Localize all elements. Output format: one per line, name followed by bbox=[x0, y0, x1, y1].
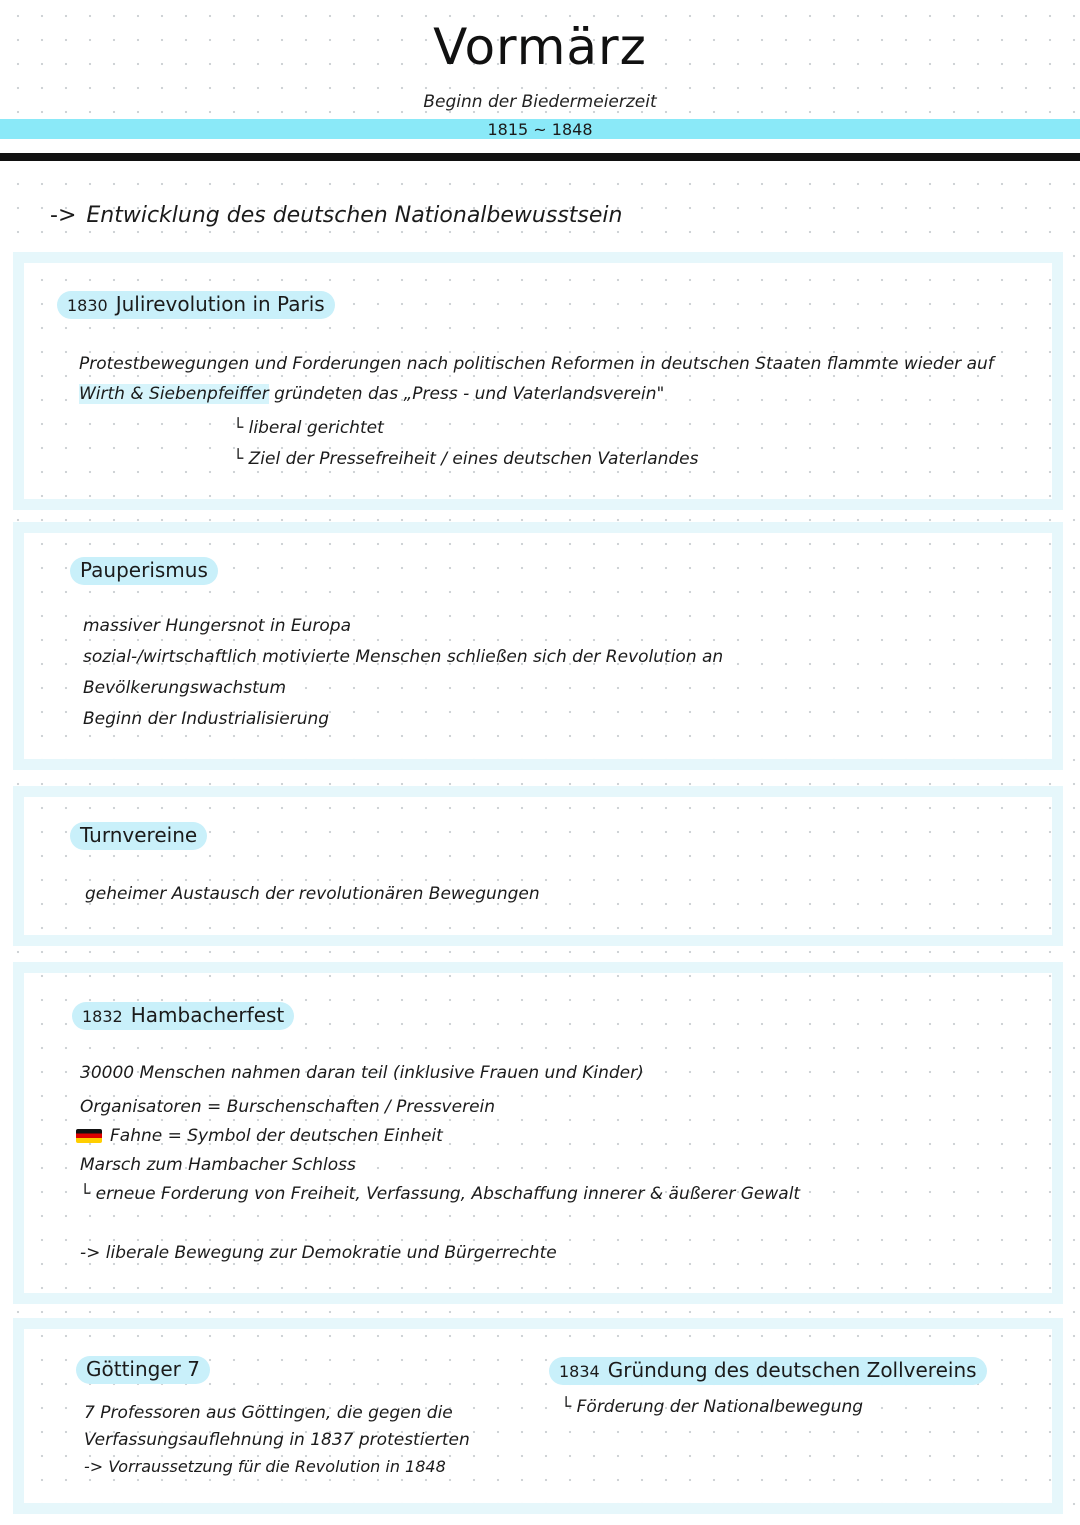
julirevolution-line2 bbox=[79, 384, 664, 404]
turnvereine-text: geheimer Austausch der revolutionären Bewegungen bbox=[85, 884, 540, 904]
pauperismus-item-3: Bevölkerungswachstum bbox=[83, 678, 287, 698]
hambacherfest-title-text: Hambacherfest bbox=[130, 1003, 285, 1027]
pauperismus-item-2: sozial-/wirtschaftlich motivierte Menschen schließen sich der Revolution an bbox=[83, 647, 724, 667]
card-turnvereine bbox=[13, 786, 1063, 946]
header-divider bbox=[0, 153, 1080, 161]
julirevolution-sub2: └ Ziel der Pressefreiheit / eines deutschen Vaterlandes bbox=[233, 449, 699, 469]
hambacherfest-title bbox=[72, 1002, 294, 1030]
arrow-icon: -> bbox=[50, 203, 77, 228]
zollverein-title bbox=[549, 1357, 987, 1385]
julirevolution-year: 1830 bbox=[67, 296, 108, 315]
page-title: Vormärz bbox=[433, 18, 647, 76]
goettinger-title: Göttinger 7 bbox=[76, 1356, 210, 1384]
goettinger-line3: -> Vorraussetzung für die Revolution in 1848 bbox=[84, 1457, 446, 1476]
german-flag-icon bbox=[76, 1129, 102, 1143]
pauperismus-item-1: massiver Hungersnot in Europa bbox=[83, 616, 352, 636]
zollverein-sub: └ Förderung der Nationalbewegung bbox=[561, 1397, 864, 1417]
hambacherfest-line3 bbox=[76, 1126, 443, 1146]
hambacherfest-line3-text: Fahne = Symbol der deutschen Einheit bbox=[110, 1126, 443, 1146]
julirevolution-title bbox=[57, 291, 335, 319]
goettinger-line2: Verfassungsauflehnung in 1837 protestierten bbox=[84, 1430, 470, 1450]
page-subtitle: Beginn der Biedermeierzeit bbox=[423, 92, 657, 112]
julirevolution-names: Wirth & Siebenpfeiffer bbox=[79, 384, 269, 404]
turnvereine-title: Turnvereine bbox=[70, 822, 207, 850]
julirevolution-line1: Protestbewegungen und Forderungen nach politischen Reformen in deutschen Staaten flammte wieder auf bbox=[79, 354, 994, 374]
hambacherfest-line2: Organisatoren = Burschenschaften / Pressverein bbox=[80, 1097, 496, 1117]
hambacherfest-line1: 30000 Menschen nahmen daran teil (inklusive Frauen und Kinder) bbox=[80, 1063, 644, 1083]
hambacherfest-conclusion: -> liberale Bewegung zur Demokratie und Bürgerrechte bbox=[80, 1243, 557, 1263]
julirevolution-sub1: └ liberal gerichtet bbox=[233, 418, 384, 438]
intro-heading bbox=[50, 203, 622, 228]
hambacherfest-year: 1832 bbox=[82, 1007, 123, 1026]
goettinger-line1: 7 Professoren aus Göttingen, die gegen die bbox=[84, 1403, 453, 1423]
pauperismus-title: Pauperismus bbox=[70, 557, 218, 585]
date-range: 1815 ~ 1848 bbox=[487, 120, 593, 139]
zollverein-title-text: Gründung des deutschen Zollvereins bbox=[607, 1358, 977, 1382]
intro-text: Entwicklung des deutschen Nationalbewusstsein bbox=[86, 203, 623, 228]
hambacherfest-line4: Marsch zum Hambacher Schloss bbox=[80, 1155, 356, 1175]
julirevolution-title-text: Julirevolution in Paris bbox=[115, 292, 325, 316]
pauperismus-item-4: Beginn der Industrialisierung bbox=[83, 709, 330, 729]
zollverein-year: 1834 bbox=[559, 1362, 600, 1381]
hambacherfest-line5: └ erneue Forderung von Freiheit, Verfassung, Abschaffung innerer & äußerer Gewalt bbox=[80, 1184, 801, 1204]
julirevolution-line2-rest: gründeten das „Press - und Vaterlandsverein" bbox=[268, 384, 665, 404]
